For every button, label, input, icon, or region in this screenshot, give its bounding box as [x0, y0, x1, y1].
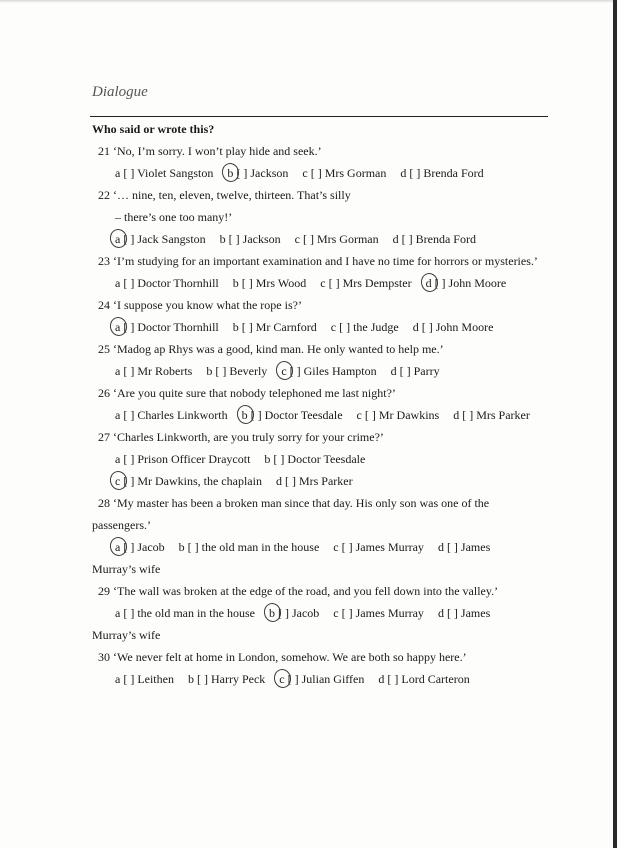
answer-option-d[interactable]: [426, 276, 507, 290]
answer-option-d[interactable]: [453, 408, 530, 422]
answer-text: [ ] Doctor Teesdale: [247, 408, 343, 422]
answer-letter: d: [412, 320, 419, 334]
question-number: 29: [98, 584, 113, 598]
question-quote: ‘Charles Linkworth, are you truly sorry for your crime?’: [113, 430, 384, 444]
answer-text: [ ] Jack Sangston: [120, 232, 206, 246]
answer-letter: d: [437, 606, 444, 620]
answer-option-b[interactable]: [179, 540, 320, 554]
answer-text: [ ] Jacob: [274, 606, 320, 620]
answer-option-a[interactable]: [115, 364, 192, 378]
answer-options-continued: [115, 474, 353, 488]
answer-text: [ ] Mrs Gorman: [299, 232, 379, 246]
answer-option-c[interactable]: [333, 606, 424, 620]
answer-option-b[interactable]: [233, 320, 317, 334]
question-line: [98, 430, 384, 444]
question-quote: ‘We never felt at home in London, somehow. We are both so happy here.’: [113, 650, 467, 664]
answer-letter: c: [302, 166, 308, 180]
question-line: [98, 584, 498, 598]
answer-option-d[interactable]: [438, 540, 490, 554]
answer-text: [ ] Doctor Thornhill: [120, 276, 219, 290]
answer-text: [ ] Mr Carnford: [238, 320, 317, 334]
answer-text: [ ] Doctor Teesdale: [270, 452, 366, 466]
answer-letter: b: [206, 364, 213, 378]
answer-option-a[interactable]: [115, 232, 206, 246]
answer-option-b[interactable]: [264, 452, 365, 466]
question-number: 30: [98, 650, 113, 664]
answer-option-b[interactable]: [233, 276, 306, 290]
circled-answer-letter: b: [268, 606, 275, 620]
question-number: 24: [98, 298, 113, 312]
answer-letter: b: [264, 452, 271, 466]
answer-text: [ ] Julian Giffen: [284, 672, 365, 686]
question-quote: ‘I suppose you know what the rope is?’: [113, 298, 302, 312]
scan-right-edge: [613, 0, 617, 848]
answer-letter: d: [378, 672, 385, 686]
answer-text: [ ] Leithen: [120, 672, 174, 686]
answer-text: [ ] John Moore: [431, 276, 507, 290]
answer-option-c[interactable]: [320, 276, 411, 290]
answer-letter: d: [400, 166, 407, 180]
circled-answer-letter: b: [241, 408, 248, 422]
answer-text: [ ] Mrs Parker: [459, 408, 530, 422]
question-quote: ‘My master has been a broken man since that day. His only son was one of the: [113, 496, 490, 510]
question-number: 21: [98, 144, 113, 158]
answer-text: [ ] James Murray: [338, 606, 424, 620]
answer-letter: a: [115, 672, 121, 686]
question-quote: ‘I’m studying for an important examination and I have no time for horrors or mysteries.’: [113, 254, 538, 268]
answer-text: [ ] the old man in the house: [120, 606, 255, 620]
answer-option-c[interactable]: [333, 540, 424, 554]
answer-text: [ ] Mr Roberts: [120, 364, 193, 378]
answer-letter: b: [232, 276, 239, 290]
answer-letter: d: [275, 474, 282, 488]
answer-letter: a: [115, 166, 121, 180]
answer-text: [ ] Harry Peck: [193, 672, 266, 686]
circled-answer-letter: a: [115, 320, 121, 334]
answer-option-b[interactable]: [206, 364, 267, 378]
answer-text: [ ] Beverly: [212, 364, 268, 378]
answer-options: [115, 166, 484, 180]
answer-text: [ ] Jackson: [233, 166, 289, 180]
answer-letter: b: [178, 540, 185, 554]
answer-text: [ ] John Moore: [418, 320, 494, 334]
answer-letter: d: [453, 408, 460, 422]
answer-options: [115, 452, 365, 466]
answer-text: [ ] Mrs Dempster: [325, 276, 412, 290]
answer-text: [ ] James: [443, 540, 491, 554]
answer-option-continued: Murray’s wife: [92, 562, 161, 576]
scan-top-edge: [0, 0, 617, 3]
answer-text: [ ] the Judge: [336, 320, 399, 334]
answer-option-d[interactable]: [378, 672, 469, 686]
question-number: 26: [98, 386, 113, 400]
answer-option-b[interactable]: [242, 408, 343, 422]
answer-option-continued: Murray’s wife: [92, 628, 161, 642]
circled-answer-letter: a: [115, 232, 121, 246]
circled-answer-letter: b: [227, 166, 234, 180]
answer-text: [ ] James: [443, 606, 491, 620]
answer-option-c[interactable]: [302, 166, 386, 180]
section-rule: [90, 116, 548, 117]
circled-answer-letter: c: [279, 672, 285, 686]
question-quote: ‘The wall was broken at the edge of the road, and you fell down into the valley.’: [113, 584, 499, 598]
answer-letter: c: [320, 276, 326, 290]
answer-text: [ ] Violet Sangston: [120, 166, 214, 180]
answer-text: [ ] Mrs Parker: [281, 474, 353, 488]
answer-options: [115, 606, 490, 620]
question-line: [98, 188, 351, 202]
answer-option-b[interactable]: [188, 672, 265, 686]
answer-letter: c: [333, 606, 339, 620]
answer-text: [ ] Mrs Wood: [238, 276, 307, 290]
answer-option-a[interactable]: [115, 276, 219, 290]
answer-option-a[interactable]: [115, 606, 255, 620]
answer-option-d[interactable]: [438, 606, 490, 620]
question-line: [98, 386, 396, 400]
question-line: [98, 342, 444, 356]
circled-answer-letter: c: [281, 364, 287, 378]
answer-option-d[interactable]: [393, 232, 476, 246]
question-number: 22: [98, 188, 113, 202]
answer-letter: b: [219, 232, 226, 246]
question-number: 23: [98, 254, 113, 268]
answer-option-b[interactable]: [269, 606, 319, 620]
answer-option-a[interactable]: [115, 540, 165, 554]
answer-text: [ ] Brenda Ford: [406, 166, 484, 180]
answer-text: [ ] Mr Dawkins: [361, 408, 440, 422]
answer-letter: c: [356, 408, 362, 422]
answer-option-b[interactable]: [227, 166, 288, 180]
answer-text: [ ] Parry: [396, 364, 440, 378]
question-line: [98, 650, 467, 664]
question-quote: ‘Are you quite sure that nobody telephoned me last night?’: [113, 386, 396, 400]
answer-option-d[interactable]: [413, 320, 494, 334]
answer-text: [ ] Mrs Gorman: [307, 166, 387, 180]
question-number: 28: [98, 496, 113, 510]
answer-letter: a: [115, 276, 121, 290]
answer-option-c[interactable]: [115, 474, 262, 488]
answer-letter: b: [232, 320, 239, 334]
answer-letter: c: [294, 232, 300, 246]
answer-option-d[interactable]: [400, 166, 483, 180]
answer-option-c[interactable]: [295, 232, 379, 246]
question-line: [98, 254, 538, 268]
answer-letter: a: [115, 364, 121, 378]
answer-options: [115, 672, 470, 686]
answer-option-a[interactable]: [115, 320, 219, 334]
answer-options: [115, 320, 493, 334]
answer-option-d[interactable]: [276, 474, 353, 488]
answer-letter: c: [333, 540, 339, 554]
question-quote: ‘Madog ap Rhys was a good, kind man. He only wanted to help me.’: [113, 342, 444, 356]
answer-text: [ ] Brenda Ford: [398, 232, 476, 246]
answer-text: [ ] Lord Carteron: [384, 672, 470, 686]
answer-text: [ ] Charles Linkworth: [120, 408, 228, 422]
answer-option-c[interactable]: [279, 672, 364, 686]
question-quote: ‘… nine, ten, eleven, twelve, thirteen. That’s silly: [113, 188, 351, 202]
circled-answer-letter: c: [115, 474, 121, 488]
answer-text: [ ] Doctor Thornhill: [120, 320, 219, 334]
answer-text: [ ] Mr Dawkins, the chaplain: [120, 474, 262, 488]
answer-options: [115, 276, 506, 290]
circled-answer-letter: d: [425, 276, 432, 290]
question-line: [98, 144, 322, 158]
answer-option-c[interactable]: [281, 364, 376, 378]
question-line: [98, 496, 489, 510]
answer-option-c[interactable]: [357, 408, 440, 422]
question-quote-continued: passengers.’: [92, 518, 151, 532]
answer-option-c[interactable]: [331, 320, 399, 334]
answer-option-a[interactable]: [115, 166, 213, 180]
answer-text: [ ] Jackson: [225, 232, 281, 246]
answer-letter: d: [390, 364, 397, 378]
answer-text: [ ] James Murray: [338, 540, 424, 554]
answer-options: [115, 540, 490, 554]
exercise-heading: Who said or wrote this?: [92, 122, 215, 136]
question-quote: ‘No, I’m sorry. I won’t play hide and seek.’: [113, 144, 322, 158]
answer-text: [ ] Prison Officer Draycott: [120, 452, 251, 466]
answer-text: [ ] the old man in the house: [184, 540, 320, 554]
question-number: 25: [98, 342, 113, 356]
section-title: Dialogue: [92, 84, 148, 100]
answer-option-b[interactable]: [220, 232, 281, 246]
answer-letter: d: [437, 540, 444, 554]
answer-letter: b: [187, 672, 194, 686]
answer-option-d[interactable]: [391, 364, 440, 378]
answer-option-a[interactable]: [115, 672, 174, 686]
question-number: 27: [98, 430, 113, 444]
answer-letter: a: [115, 408, 121, 422]
answer-letter: d: [392, 232, 399, 246]
answer-options: [115, 232, 476, 246]
answer-letter: a: [115, 452, 121, 466]
answer-options: [115, 364, 440, 378]
answer-text: [ ] Giles Hampton: [286, 364, 377, 378]
answer-letter: a: [115, 606, 121, 620]
question-quote-continued: – there’s one too many!’: [115, 210, 233, 224]
answer-option-a[interactable]: [115, 408, 228, 422]
answer-letter: c: [330, 320, 337, 334]
answer-options: [115, 408, 530, 422]
answer-text: [ ] Jacob: [120, 540, 165, 554]
question-line: [98, 298, 302, 312]
circled-answer-letter: a: [115, 540, 121, 554]
answer-option-a[interactable]: [115, 452, 250, 466]
